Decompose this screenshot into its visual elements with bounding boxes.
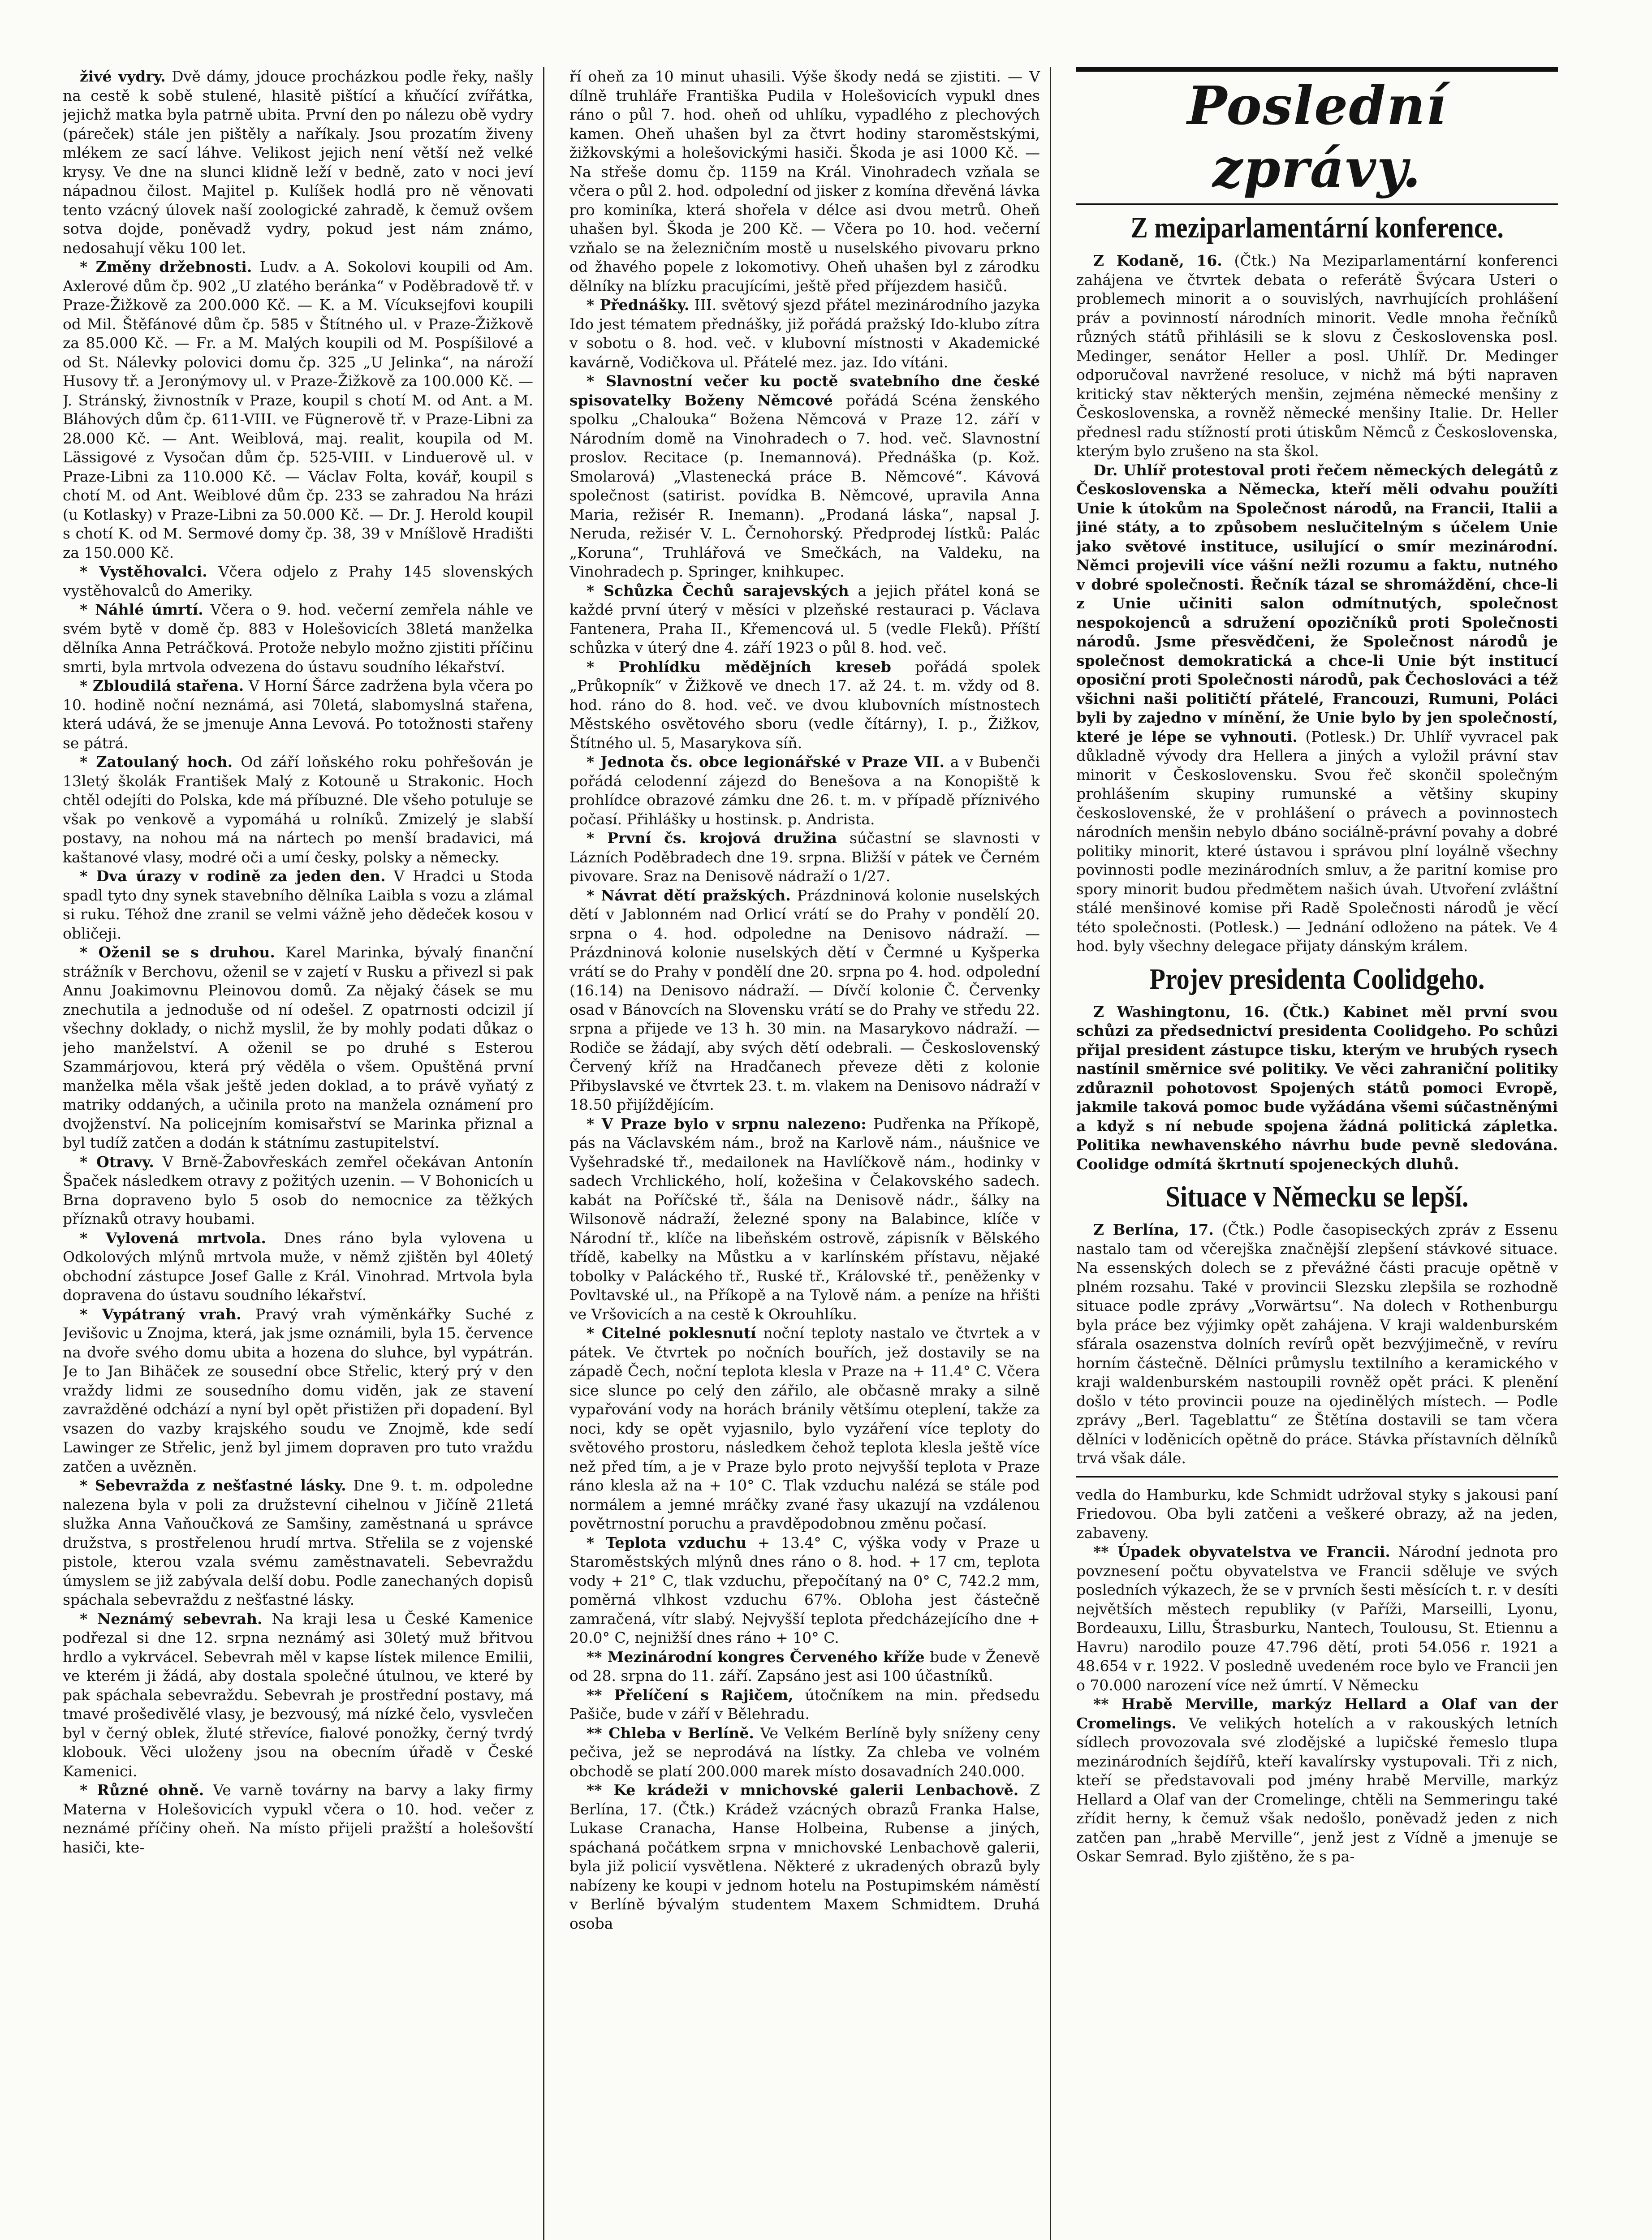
news-item — [63, 1781, 533, 1857]
column-2 — [569, 67, 1051, 2240]
news-item-text: Ve velikých hotelích a v rakouských letních sídlech provozovala své zlodějské a lupičské řemeslo tlupa mezinárodních šejdířů, kteří kavalírsky vystupovali. Tři z nich, kteří se představovali pod jmény hrabě Merville, markýz Hellard a Olaf van der Cromelinge, chtěli na Semmeringu také zřídit herny, k čemuž však nedošlo, poněvadž jeden z nich zatčen pan „hrabě Merville“, jenž jest z Vídně a jmenuje se Oskar Semrad. Bylo zjištěno, že s pa- — [1076, 1714, 1558, 1865]
news-item-lead: * Citelné poklesnutí — [587, 1324, 756, 1342]
news-item-lead: * V Praze bylo v srpnu nalezeno: — [587, 1115, 867, 1133]
news-item-text: pořádá spolek „Průkopník“ v Žižkově ve dnech 17. až 24. t. m. vždy od 8. hod. ráno do 8. hod. več. ve dvou klubovních místnostech Městského osvětového sboru (vedle čítárny), I. p., Žižkov, Štítného ul. 5, Masarykova síň. — [569, 658, 1040, 752]
news-item-lead: * Oženil se s druhou. — [80, 943, 275, 961]
news-item-text: Dvě dámy, jdouce procházkou podle řeky, našly na cestě k sobě stulené, hlasitě pištící a kňučící zvířátka, jejichž matka byla patrně ubita. První den po nálezu obě vydry (páreček) stále jen pištěly a naříkaly. Jsou prozatím živeny mlékem ze sací láhve. Velikost jejich není větší než velké krysy. Ve dne na slunci klidně leží v bedně, zato v noci jeví nápadnou čilost. Majitel p. Kulíšek hodlá pro ně věnovati tento vzácný úlovek naší zoologické zahradě, k čemuž ovšem sotva dojde, poněvadž vydry, pokud jest nám známo, nedosahují věku 100 let. — [63, 68, 534, 257]
section-divider — [1076, 1476, 1558, 1478]
news-item-lead: * Neznámý sebevrah. — [80, 1610, 263, 1628]
news-item — [1076, 1695, 1558, 1866]
columns — [63, 67, 1576, 2240]
news-item — [1076, 1542, 1558, 1695]
news-item — [1076, 461, 1558, 956]
news-item-text: Pravý vrah výměnkářky Suché z Jevišovic u Znojma, která, jak jsme oznámili, byla 15. července na dvoře svého domu ubita a hozena do sluhce, byl vypátrán. Je to Jan Bihäček ze sousední obce Střelic, který prý v den vraždy lidmi ze sousedního domu viděn, jak ze stavení zavražděné odchází a nyní byl opět přistižen při dopadení. Byl vsazen do vazby krajského soudu ve Znojmě, kde sedí Lawinger ze Střelic, jenž byl jimem dopraven pro tuto vraždu zatčen a uvězněn. — [63, 1305, 533, 1475]
news-item — [63, 1476, 533, 1610]
news-item-lead: * Otravy. — [80, 1153, 154, 1171]
news-item-lead: Z Berlína, 17. — [1093, 1221, 1214, 1238]
column-1 — [63, 67, 544, 2240]
news-item-text: V Hradci u Stoda spadl tyto dny synek stavebního dělníka Laibla s vozu a zlámal si ruku. Téhož dne zranil se velmi vážně jeho dědeček kosou v obličeji. — [63, 867, 533, 942]
news-item — [63, 753, 533, 867]
news-item-text: Dnes ráno byla vylovena u Odkolových mlýnů mrtvola muže, v němž zjištěn byl 40letý obchodní zástupce Josef Galle z Král. Vinohrad. Mrtvola byla dopravena do ústavu soudního lékařství. — [63, 1229, 533, 1304]
news-item-text: a jejich přátel koná se každé první úterý v měsíci v plzeňské restauraci p. Václava Fantenera, Praha II., Křemencová ul. 5 (vedle Fleků). Příští schůzka v úterý dne 4. září 1923 o půl 8. hod. več. — [569, 582, 1040, 656]
news-item-text: vedla do Hamburku, kde Schmidt udržoval styky s jakousi paní Friedovou. Oba byli zatčeni a veškeré obrazy, až na jeden, zabaveny. — [1076, 1486, 1558, 1542]
news-item-lead: * První čs. krojová družina — [587, 829, 837, 847]
news-item — [63, 67, 533, 258]
news-item-text: ří oheň za 10 minut uhasili. Výše škody nedá se zjistiti. — V dílně truhláře Františka Pudila v Holešovicích vypukl dnes ráno o půl 7. hod. oheň od uhlíku, vypadlého z plechových kamen. Oheň uhašen byl za čtvrt hodiny staroměstskými, žižkovskými a holešovickými hasiči. Škoda je asi 1000 Kč. — Na střeše domu čp. 1159 na Král. Vinohradech vzňala se včera o půl 2. hod. odpolední od jisker z komína dřevěná lávka pro kominíka, která shořela v délce asi dvou metrů. Oheň uhašen byl. Škoda je 200 Kč. — Včera po 10. hod. večerní vzňalo se na železničním mostě u nuselského pivovaru prkno od žhavého popele z lokomotivy. Oheň uhašen byl z zárodku dělníky na blízku pracujícími, ještě před příjezdem hasičů. — [569, 68, 1040, 295]
news-item-lead: * Zbloudilá stařena. — [80, 677, 244, 694]
news-item-text: Ve varně továrny na barvy a laky firmy Materna v Holešovicích vypukl včera o 10. hod. večer z neznámé příčiny oheň. Na místo přijeli pražští a holešovští hasiči, kte- — [63, 1781, 533, 1856]
news-item-lead: * Prohlídku mědějních kreseb — [587, 658, 891, 676]
news-item-text: súčastní se slavnosti v Lázních Poděbradech dne 19. srpna. Bližší v pátek ve Černém pivovare. Sraz na Denisově nádraží o 1/27. — [569, 829, 1040, 885]
news-item — [569, 1324, 1040, 1534]
news-item-text: V Brně-Žabovřeskách zemřel očekávan Antonín Špaček následkem otravy z požitých uzenin. — V Bohonicích u Brna dopraveno bylo 5 osob do nemocnice za těžkých příznaků otravy houbami. — [63, 1153, 533, 1228]
section-masthead: Poslední zprávy. — [1187, 74, 1447, 199]
news-item-text: noční teploty nastalo ve čtvrtek a v pátek. Ve čtvrtek po nočních bouřích, jež dostavily se na západě Čech, noční teplota klesla v Praze na + 11.4° C. Včera sice slunce po celý den zářilo, ale občasně mraky a silně vypařování vody na horách bránily většímu oteplení, takže za noci, kdy se opět vyjasnilo, bylo vyzáření více teploty do světového prostoru, následkem čehož teplota klesla ještě více než před tím, a je v Praze bylo proto nejvyšší teplota v Praze ráno klesla až na + 10° C. Tlak vzduchu nalézá se stále pod normálem a jemné mráčky zvané řasy ukazují na vzdálenou povětrnostní poruchu a pravděpodobnou změnu počasí. — [569, 1324, 1040, 1532]
news-item-lead: ** Přelíčení s Rajičem, — [587, 1686, 794, 1704]
news-item — [569, 582, 1040, 658]
masthead-rule-top — [1076, 67, 1558, 72]
news-item-text: III. světový sjezd přátel mezinárodního jazyka Ido jest tématem přednášky, již pořádá pražský Ido-klubo zítra v sobotu o 8. hod. več. v klubovní místnosti v Akademické kavárně, Vodičkova ul. Přátelé mez. jaz. Ido vítáni. — [569, 296, 1040, 371]
news-item — [63, 676, 533, 753]
news-item-text: + 13.4° C, výška vody v Praze u Staroměstských mlýnů dnes ráno o 8. hod. + 17 cm, teplota vody + 21° C, tlak vzduchu, přepočítaný na 0° C, 742.2 mm, poměrná vlhkost vzduchu 67%. Obloha jest částečně zamračená, vítr slabý. Nejvyšší teplota předcházejícího dne + 20.0° C, nejnižší dnes ráno + 10° C. — [569, 1534, 1040, 1646]
news-item-lead: Z Washingtonu, 16. (Čtk.) Kabinet měl první svou schůzi za předsednictví presidenta Coolidgeho. Po schůzi přijal president zástupce tisku, kterým ve hrubých rysech nastínil směrnice své politiky. Ve věci zahraniční politiky zdůraznil pohotovost Spojených států pomoci Evropě, jakmile taková pomoc bude vyžádána všemi súčastněnými a když s ní nebude spojena žádná politická zápletka. Politika newhavenského návrhu bude pevně sledována. Coolidge odmítá škrtnutí spojeneckých dluhů. — [1076, 1003, 1558, 1173]
news-item — [63, 600, 533, 676]
news-item-text: (Čtk.) Podle časopiseckých zpráv z Essenu nastalo tam od včerejška značnější zlepšení stávkové situace. Na essenských dolech se z převážné části pracuje opětně v plném rozsahu. Také v provincii Slezsku zlepšila se rozhodně situace podle zprávy „Vorwärtsu“. Na dolech v Rothenburgu byla práce bez výjimky opět zahájena. V kraji waldenburském sfárala osazenstva dolních revírů opět bezvýjimečně, v revíru horním částečně. Dělníci průmyslu textilního a keramického v kraji waldenburském nastoupili rovněž opět práci. K plenění došlo v této provincii pouze na ojedinělých místech. — Podle zprávy „Berl. Tageblattu“ ze Štětína dostavili se tam včera dělníci v loděnicích opětně do práce. Stávka přístavních dělníků trvá však dále. — [1076, 1221, 1558, 1467]
news-item-lead: * Vylovená mrtvola. — [80, 1229, 266, 1247]
news-item-text: V Horní Šárce zadržena byla včera po 10. hodině noční neznámá, asi 70letá, slabomyslná stařena, která udává, že se jmenuje Anna Levová. Po totožnosti stařeny se pátrá. — [63, 677, 533, 752]
news-item-lead: * Jednota čs. obce legionářské v Praze VII. — [587, 753, 945, 771]
news-item-text: a v Bubenči pořádá celodenní zájezd do Benešova a na Konopiště k prohlídce obrazové zámku dne 26. t. m. v případě příznivého počasí. Přihlášky u hostinsk. p. Andrista. — [569, 753, 1040, 828]
news-item-text: Včera odjelo z Prahy 145 slovenských vystěhovalců do Ameriky. — [63, 563, 533, 599]
news-item — [569, 658, 1040, 753]
news-item-text: Ve Velkém Berlíně byly sníženy ceny pečiva, jež se neprodává na lístky. Za chleba ve volném obchodě se platí 200.000 marek místo dosavadních 240.000. — [569, 1724, 1040, 1780]
news-item — [569, 296, 1040, 372]
news-item-lead: živé vydry. — [80, 68, 166, 85]
news-heading: Projev presidenta Coolidgeho. — [1149, 962, 1485, 995]
news-item-lead: * Teplota vzduchu — [587, 1534, 747, 1551]
news-item — [63, 867, 533, 943]
news-item-text: pořádá Scéna ženského spolku „Chalouka“ Božena Němcová v Praze 12. září v Národním domě na Vinohradech o 7. hod. več. Slavnostní proslov. Recitace (p. Inemannová). Přednáška (p. Kož. Smolarová) „Vlastenecká práce B. Němcové“. Kávová společnost (satirist. povídka B. Němcové, upravila Anna Maria, režisér R. Inemann). „Prodaná láska“, napsal J. Neruda, režisér V. L. Černohorský. Předprodej lístků: Palác „Koruna“, Truhlářová ve Smečkách, na Valdeku, na Vinohradech p. Springer, knihkupec. — [569, 391, 1040, 580]
news-item-text: útočníkem na min. předsedu Pašiče, bude v září v Bělehradu. — [569, 1686, 1040, 1723]
news-item-text: bude v Ženevě od 28. srpna do 11. září. Zapsáno jest asi 100 účastníků. — [569, 1648, 1040, 1684]
news-item-text: Včera o 9. hod. večerní zemřela náhle ve svém bytě v domě čp. 883 v Holešovicích 38letá manželka dělníka Anna Petráčková. Protože nebylo možno zjistiti příčinu smrti, byla mrtvola odvezena do ústavu soudního lékařství. — [63, 601, 534, 676]
news-item-lead: * Zatoulaný hoch. — [80, 753, 233, 771]
news-item — [63, 562, 533, 600]
news-item-lead: ** Chleba v Berlíně. — [587, 1724, 754, 1742]
column-3 — [1076, 67, 1558, 2240]
news-item — [569, 1686, 1040, 1724]
news-heading: Z meziparlamentární konference. — [1130, 211, 1504, 244]
news-item-lead: * Návrat dětí pražských. — [587, 886, 791, 904]
masthead-rule-bottom — [1076, 203, 1558, 205]
news-item — [569, 67, 1040, 296]
news-item-text: Dne 9. t. m. odpoledne nalezena byla v poli za družstevní cihelnou v Jičíně 21letá služka Anna Vaňoučková ze Samšiny, zaměstnaná u správce družstva, s prostřelenou hrudí mrtva. Střelila se z vojenské pistole, kterou vzala svému zaměstnavateli. Sebevraždu úmyslem se již zabývala delší dobu. Podle zanechaných dopisů spáchala sebevraždu z nešťastné lásky. — [63, 1477, 533, 1608]
news-item — [1076, 1003, 1558, 1174]
news-item-lead: * Dva úrazy v rodině za jeden den. — [80, 867, 386, 885]
news-item-lead: * Sebevražda z nešťastné lásky. — [80, 1477, 346, 1494]
news-item-text: Z Berlína, 17. (Čtk.) Krádež vzácných obrazů Franka Halse, Lukase Cranacha, Hanse Holbeina, Rubense a jiných, spáchaná počátkem srpna v mnichovské Lenbachově galerii, byla již policií vysvětlena. Některé z ukradených obrazů byly nabízeny ke koupi v jednom hotelu na Postupimském náměstí v Berlíně bývalým studentem Maxem Schmidtem. Druhá osoba — [569, 1781, 1040, 1932]
latest-news — [1076, 211, 1558, 1468]
news-item — [1076, 1486, 1558, 1543]
news-item — [63, 1305, 533, 1477]
news-item — [569, 1648, 1040, 1686]
news-item-text: (Čtk.) Na Meziparlamentární konferenci zahájena ve čtvrtek debata o referátě Švýcara Usteri o problemech minorit a o souvislých, navrhujících prohlášení práv a povinností národních minorit. Vedle mnoha řečníků různých států přihlásili se k slovu z Československa posl. Medinger, senátor Heller a posl. Uhlíř. Dr. Medinger odporučoval navržené resoluce, v nichž má býti napraven kritický stav některých menšin, zejména německé menšiny z Československa, a rovněž německé menšiny Italie. Dr. Heller přednesl radu stížností proti útiskům Němců z Československa, kterým bylo zrušeno na sta škol. — [1076, 252, 1558, 460]
news-item-lead: * Změny držebnosti. — [80, 258, 252, 276]
news-item-text: (Potlesk.) Dr. Uhlíř vyvracel pak důkladně vývody dra Hellera a jiných a vyložil právní stav minorit v Československu. Svou řeč skončil společným prohlášením skupiny rumunské a většiny skupiny československé, že v prohlášení o právech a povinnostech národních menšin nebylo dbáno sociálně-právní povahy a dobré politiky minorit, které ústavou i správou plní loyálně všechny povinnosti podle mezinárodních smluv, a že paritní komise pro spory minorit budou předmětem našich úvah. Utvoření zvláštní stálé menšinové komise při Radě Společnosti národů je věcí této společnosti. (Potlesk.) — Jednání odloženo na pátek. Ve 4 hod. byly všechny delegace přijaty dánským králem. — [1076, 728, 1558, 955]
news-item-text: Ludv. a A. Sokolovi koupili od Am. Axlerové dům čp. 902 „U zlatého beránka“ v Poděbradově tř. v Praze-Žižkově za 200.000 Kč. — K. a M. Vícuksejfovi koupili od Mil. Štěfánové dům čp. 585 v Štítného ul. v Praze-Žižkově za 85.000 Kč. — Fr. a M. Malých koupili od M. Pospíšilové a od St. Nálevky polovici domu čp. 325 „U Jelinka“, na nároží Husovy tř. a Jeronýmovy ul. v Praze-Žižkově za 100.000 Kč. — J. Stránský, živnostník v Praze, koupil s chotí M. od Ant. a M. Bláhových dům čp. 611-VIII. ve Fügnerově tř. v Praze-Libni za 28.000 Kč. — Ant. Weiblová, maj. realit, koupila od M. Lässigové z Vysočan dům čp. 525-VIII. v Linduerově ul. v Praze-Libni za 110.000 Kč. — Václav Folta, kovář, koupil s chotí M. od Ant. Weiblové dům čp. 233 se zahradou Na hrázi (u Kotlasky) v Praze-Libni za 50.000 Kč. — Dr. J. Herold koupil s chotí K. od M. Sermové domy čp. 38, 39 v Mníšlově Hradišti za 150.000 Kč. — [63, 258, 533, 561]
news-item — [569, 1781, 1040, 1933]
news-item-lead: * Vypátraný vrah. — [80, 1305, 242, 1323]
news-item — [63, 1610, 533, 1781]
news-item — [1076, 1220, 1558, 1468]
news-item-lead: ** Hrabě Merville, markýz Hellard a Olaf van der Cromelings. — [1076, 1695, 1558, 1732]
news-item — [63, 943, 533, 1153]
news-item-lead: * Vystěhovalci. — [80, 563, 207, 580]
news-item-text: Od září loňského roku pohřešován je 13letý školák František Malý z Kotouně u Strakonic. Hoch chtěl odejíti do Polska, kde má příbuzné. Dle všeho potuluje se však po venkově a vypomáhá u rolníků. Zmizelý je slabší postavy, na nohou má na nártech po menší bradavici, má kaštanové vlasy, modré oči a umí česky, polsky a německy. — [63, 753, 533, 866]
news-item — [1076, 251, 1558, 461]
news-item-text: Pudřenka na Příkopě, pás na Václavském nám., brož na Karlově nám., náušnice ve Vyšehradské tř., medailonek na Havlíčkově nám., hodinky v sadech Vrchlického, holí, kožešina v Čelakovského sadech. kabát na Poříčské tř., šála na Denisově nádr., šálky na Wilsonově nádraží, železné spony na Balabince, klíče v Národní tř., klíče na libeňském ostrově, zápisník v Bělského třídě, kabelky na Můstku a v karlínském přístavu, nějaké tobolky v Paláckého tř., Ruské tř., Královské tř., peněženky v Povltavské ul., na Příkopě a na Tylově nám. a peníze na hřišti ve Vršovicích a na cestě k Okrouhlíku. — [569, 1115, 1040, 1323]
news-item-lead: * Náhlé úmrtí. — [80, 601, 203, 618]
news-item — [569, 753, 1040, 829]
news-item-lead: Z Kodaně, 16. — [1093, 252, 1222, 269]
news-item-text: Národní jednota pro povznesení počtu obyvatelstva ve Francii sděluje ve svých posledních výkazech, že se v prvních šesti měsících t. r. v desíti největších městech republiky (v Paříži, Marseilli, Lyonu, Bordeauxu, Lillu, Štrasburku, Nantech, Toulousu, St. Etiennu a Havru) narodilo pouze 47.796 dětí, proti 54.056 r. 1921 a 48.654 v r. 1922. V posledně uvedeném roce bylo ve Francii jen o 70.000 narození více než úmrtí. V Německu — [1076, 1543, 1558, 1694]
news-item-lead: * Slavnostní večer ku poctě svatebního dne české spisovatelky Boženy Němcové — [569, 372, 1040, 409]
news-item — [569, 1534, 1040, 1648]
news-item-text: Na kraji lesa u České Kamenice podřezal si dne 12. srpna neznámý asi 30letý muž břitvou hrdlo a vykrvácel. Sebevrah měl v kapse lístek milence Emilii, ve kterém ji žádá, aby dostala společné útulnou, ve které by pak spáchala sebevraždu. Sebevrah je prostřední postavy, má tmavé prošedivělé vlasy, je bezvousý, má nízké čelo, vysvlečen byl v černý oblek, žluté střevíce, fialové ponožky, černý tvrdý klobouk. Věci uloženy jsou na obecním úřadě v České Kamenici. — [63, 1610, 533, 1780]
news-item-lead: ** Ke krádeži v mnichovské galerii Lenbachově. — [587, 1781, 1019, 1799]
news-item — [569, 886, 1040, 1115]
news-heading: Situace v Německu se lepší. — [1165, 1180, 1469, 1213]
news-item — [63, 1229, 533, 1305]
news-item-text: Karel Marinka, bývalý finanční strážník v Berchovu, oženil se v zajetí v Rusku a přivezl si pak Annu Joakimovnu Pleinovou domů. Za nějaký čásek se mu znechutila a jednoduše od ní odešel. Z opatrnosti odcizil jí všechny doklady, o nichž myslil, že by mohly podati důkaz o jeho manželství. A oženil se po druhé s Esterou Szammárjovou, která prý věděla o všem. Opuštěná první manželka měla však ještě jeden doklad, a to právě vyňatý z matriky oddaných, a učinila proto na manžela oznámení pro dvojženství. Na policejním komisařství se Marinka přiznal a byl tudíž zatčen a dodán k státnímu zastupitelství. — [63, 943, 533, 1151]
news-item-lead: ** Úpadek obyvatelstva ve Francii. — [1093, 1543, 1390, 1560]
news-item-lead: * Různé ohně. — [80, 1781, 204, 1799]
news-item-lead: * Schůzka Čechů sarajevských — [587, 582, 849, 599]
news-item — [63, 258, 533, 562]
news-item — [569, 1115, 1040, 1324]
news-item — [569, 372, 1040, 582]
news-item — [569, 829, 1040, 886]
latest-news-continued — [1076, 1486, 1558, 1866]
news-item-lead: Dr. Uhlíř protestoval proti řečem německých delegátů z Československa a Německa, kteří měli odvahu použíti Unie k útokům na Společnost národů, na Francii, Italii a jiné státy, a to způsobem neslučitelným s účelem Unie jako světové instituce, usilující o smír mezinárodní. Němci projevili více vášní nežli rozumu a faktu, nutného v dobré společnosti. Řečník tázal se shromáždění, chce-li z Unie učiniti salon odmítnutých, společnost nespokojenců a sdružení opozičníků proti Společnosti národů. Jsme přesvědčeni, že Společnost národů je společnost demokratická a chce-li Unie být institucí oposiční proti Společnosti národů, pak Čechoslováci a též všichni naši političtí přátelé, Francouzi, Rumuni, Poláci byli by zajedno v mínění, že Unie bylo by jen společností, které je lépe se vyhnouti. — [1076, 461, 1558, 745]
news-item — [63, 1153, 533, 1229]
news-item-text: Prázdninová kolonie nuselských dětí v Jablonném nad Orlicí vrátí se do Prahy v pondělí 20. srpna o 4. hod. odpoledne na Denisovo nádraží. — Prázdninová kolonie nuselských dětí v Čermné u Kyšperka vrátí se do Prahy v pondělí dne 20. srpna po 4. hod. odpolední (16.14) na Denisovo nádraží. — Dívčí kolonie Č. Červenky osad v Bánovcích na Slovensku vrátí se do Prahy ve středu 22. srpna a přijede ve 13 h. 30 min. na Masarykovo nádraží. — Rodiče se žádají, aby svých dětí odebrali. — Československý Červený kříž na Hradčanech převeze děti z kolonie Přibyslavské ve čtvrtek 23. t. m. vlakem na Denisovo nádraží v 18.50 přijíždějícím. — [569, 886, 1040, 1113]
news-item-lead: ** Mezinárodní kongres Červeného kříže — [587, 1648, 925, 1666]
news-item — [569, 1724, 1040, 1781]
news-item-lead: * Přednášky. — [587, 296, 690, 314]
